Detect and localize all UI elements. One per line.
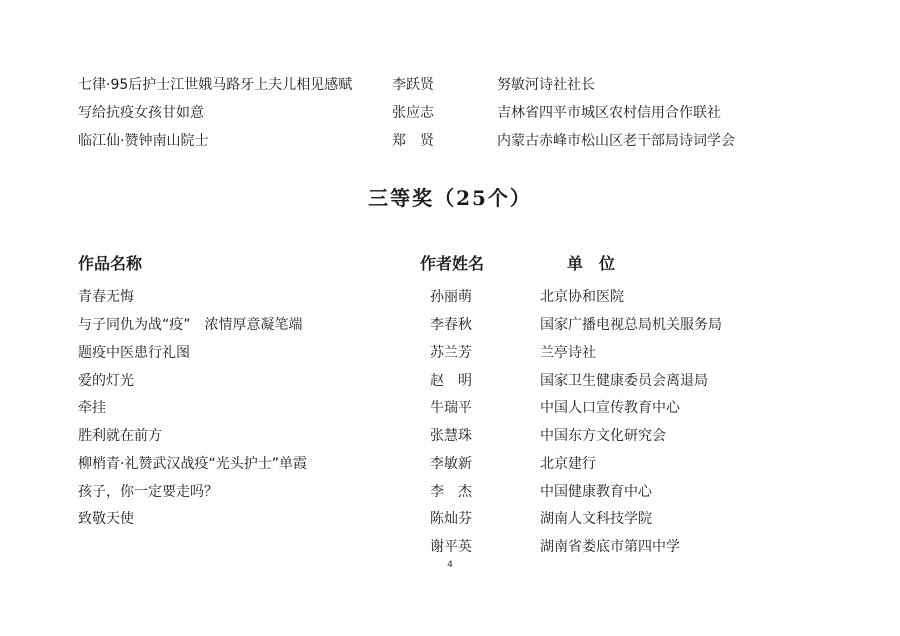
award-row <box>0 397 900 419</box>
work-title: 题疫中医患行礼图 <box>78 345 190 361</box>
table-header <box>0 251 900 277</box>
award-row <box>0 370 900 392</box>
author-unit: 湖南省娄底市第四中学 <box>540 539 680 555</box>
work-title: 致敬天使 <box>78 511 134 527</box>
author-name: 李跃贤 <box>392 77 434 93</box>
award-row <box>0 130 900 152</box>
work-title: 青春无悔 <box>78 289 134 305</box>
author-unit: 中国人口宣传教育中心 <box>540 400 680 416</box>
award-row <box>0 536 900 558</box>
section-title: 三等奖（25个） <box>368 186 532 210</box>
work-title: 胜利就在前方 <box>78 428 162 444</box>
author-unit: 中国东方文化研究会 <box>540 428 666 444</box>
author-unit: 北京建行 <box>540 456 596 472</box>
work-title: 临江仙·赞钟南山院士 <box>78 133 209 149</box>
author-name: 张应志 <box>392 105 434 121</box>
author-name: 郑 贤 <box>392 133 434 149</box>
work-title: 牵挂 <box>78 400 106 416</box>
award-row <box>0 286 900 308</box>
work-title: 爱的灯光 <box>78 373 134 389</box>
author-unit: 吉林省四平市城区农村信用合作联社 <box>497 105 721 121</box>
author-name: 李 杰 <box>430 484 472 500</box>
work-title: 七律·95后护士江世娥马路牙上夫儿相见感赋 <box>78 77 353 93</box>
author-name: 李敏新 <box>430 456 472 472</box>
author-name: 苏兰芳 <box>430 345 472 361</box>
author-name: 张慧珠 <box>430 428 472 444</box>
award-row <box>0 425 900 447</box>
header-work: 作品名称 <box>78 254 143 273</box>
author-name: 陈灿芬 <box>430 511 472 527</box>
author-unit: 努敏河诗社社长 <box>497 77 595 93</box>
award-row <box>0 74 900 96</box>
header-author: 作者姓名 <box>420 254 485 273</box>
author-unit: 内蒙古赤峰市松山区老干部局诗词学会 <box>497 133 735 149</box>
author-name: 牛瑞平 <box>430 400 472 416</box>
award-row <box>0 342 900 364</box>
author-name: 谢平英 <box>430 539 472 555</box>
author-unit: 北京协和医院 <box>540 289 624 305</box>
author-unit: 国家卫生健康委员会离退局 <box>540 373 708 389</box>
award-row <box>0 481 900 503</box>
author-name: 李春秋 <box>430 317 472 333</box>
author-unit: 中国健康教育中心 <box>540 484 652 500</box>
page-number: 4 <box>447 560 453 570</box>
author-unit: 湖南人文科技学院 <box>540 511 652 527</box>
author-unit: 国家广播电视总局机关服务局 <box>540 317 722 333</box>
header-unit: 单 位 <box>567 254 616 273</box>
author-name: 孙丽萌 <box>430 289 472 305</box>
award-row <box>0 102 900 124</box>
work-title: 与子同仇为战“疫” 浓情厚意凝笔端 <box>78 317 303 333</box>
author-unit: 兰亭诗社 <box>540 345 596 361</box>
award-row <box>0 453 900 475</box>
award-row <box>0 508 900 530</box>
work-title: 柳梢青·礼赞武汉战疫“光头护士”单霞 <box>78 456 307 472</box>
author-name: 赵 明 <box>430 373 472 389</box>
award-row <box>0 314 900 336</box>
work-title: 孩子，你一定要走吗？ <box>78 484 218 500</box>
work-title: 写给抗疫女孩甘如意 <box>78 105 204 121</box>
